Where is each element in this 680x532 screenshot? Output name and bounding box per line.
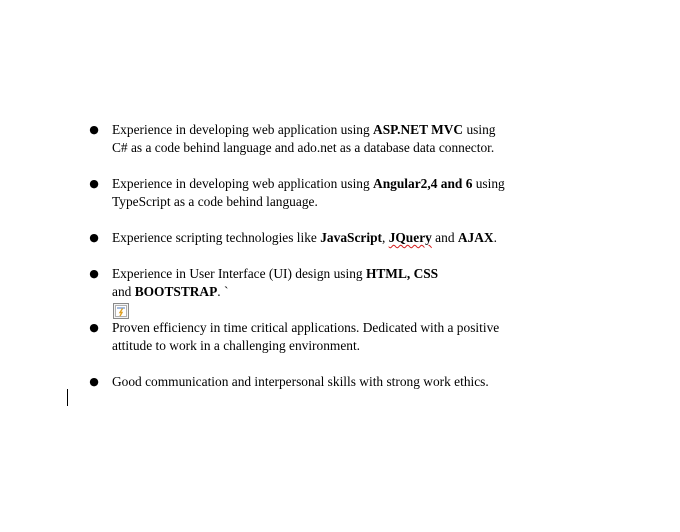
list-item-line: attitude to work in a challenging environment. — [112, 338, 361, 353]
bullet-icon: ● — [89, 267, 99, 280]
bold-term: JavaScript — [320, 230, 382, 245]
bullet-icon: ● — [89, 231, 99, 244]
list-item-line: Experience scripting technologies like JavaScript, JQuery and AJAX. — [112, 230, 497, 245]
list-item-line: C# as a code behind language and ado.net as a database data connector. — [112, 140, 495, 155]
bold-term: Angular2,4 and 6 — [373, 176, 473, 191]
bullet-icon: ● — [89, 177, 99, 190]
bold-term: AJAX — [457, 230, 494, 245]
bullet-icon: ● — [89, 375, 99, 388]
list-item-line: Experience in developing web application using Angular2,4 and 6 using — [112, 176, 505, 191]
list-item-line: Experience in User Interface (UI) design using HTML, CSS — [112, 266, 439, 281]
bold-term: ASP.NET MVC — [373, 122, 464, 137]
list-item[interactable] — [88, 265, 568, 319]
list-item-line: Experience in developing web application using ASP.NET MVC using — [112, 122, 496, 137]
list-item[interactable] — [88, 175, 568, 211]
list-item[interactable] — [88, 373, 568, 391]
list-item-line: and BOOTSTRAP. ` — [112, 284, 229, 299]
list-item-line: Good communication and interpersonal skills with strong work ethics. — [112, 374, 489, 389]
embedded-object-row — [112, 301, 568, 319]
bold-term: BOOTSTRAP — [134, 284, 218, 299]
bullet-list — [88, 121, 568, 409]
spellcheck-flagged-term[interactable]: JQuery — [388, 230, 432, 245]
bullet-icon: ● — [89, 321, 99, 334]
bold-term: HTML, CSS — [365, 266, 439, 281]
list-item[interactable] — [88, 319, 568, 355]
bullet-icon: ● — [89, 123, 99, 136]
list-item[interactable] — [88, 229, 568, 247]
image-placeholder-icon[interactable] — [113, 303, 129, 319]
list-item[interactable] — [88, 121, 568, 157]
list-item-line: TypeScript as a code behind language. — [112, 194, 318, 209]
list-item-line: Proven efficiency in time critical applications. Dedicated with a positive — [112, 320, 500, 335]
text-cursor — [67, 389, 68, 406]
